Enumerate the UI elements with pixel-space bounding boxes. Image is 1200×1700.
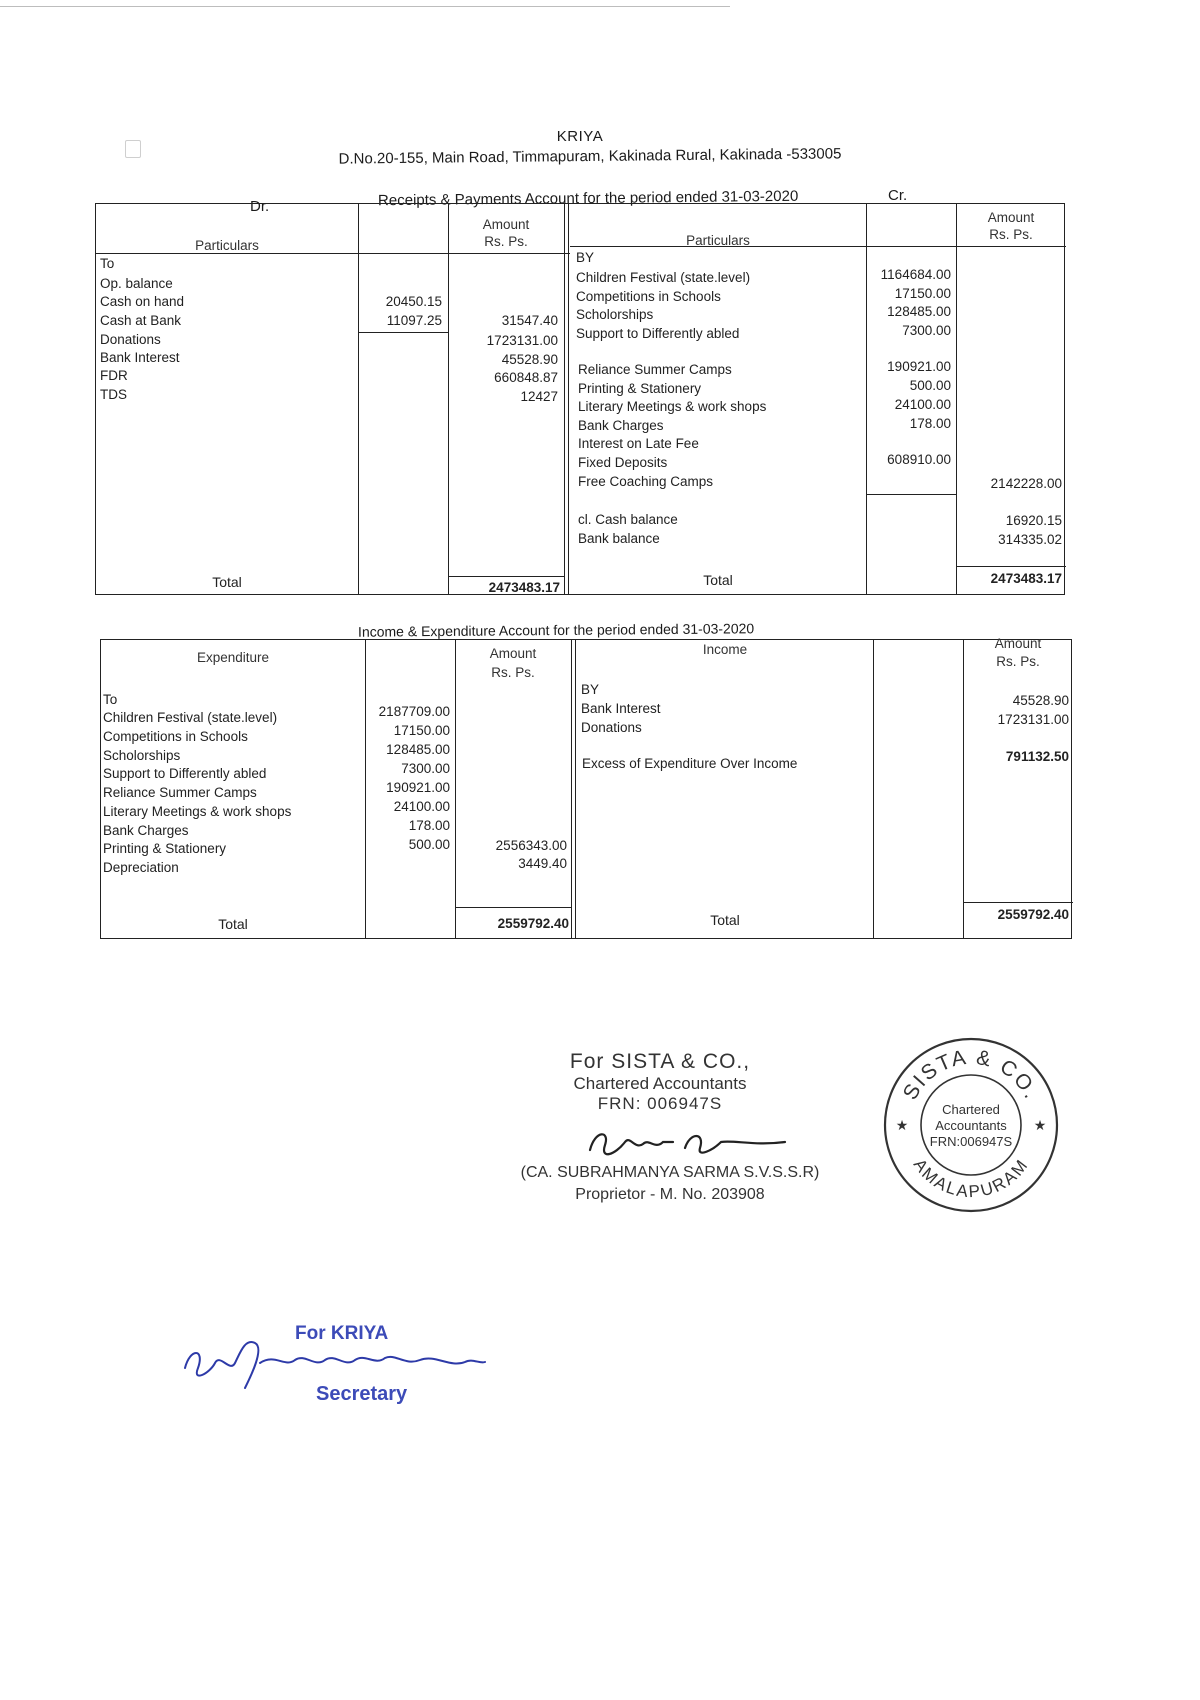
rp-payment-label: Literary Meetings & work shops [578,399,767,414]
rp-opening-total-value: 31547.40 [501,313,558,328]
ie-by-label: BY [581,682,600,697]
ie-col-divider [455,640,456,938]
receipts-payments-title: Receipts & Payments Account for the period ended 31-03-2020 [377,187,799,210]
ie-total-rule-right [963,902,1073,903]
rp-to-label: To [100,256,115,271]
rp-tds-value: 12427 [520,389,558,404]
rp-closing-cash-label: cl. Cash balance [578,512,678,527]
rp-cash-at-bank-value: 11097.25 [386,313,442,328]
ie-expenditure-value: 2187709.00 [378,704,450,719]
ie-rsps-header-right: Rs. Ps. [996,654,1040,669]
seal-line-3: FRN:006947S [929,1134,1013,1149]
auditor-signature [585,1120,795,1170]
ie-expenditure-value: 7300.00 [401,761,450,776]
rp-payment-label: Competitions in Schools [576,289,721,304]
auditor-block [490,1050,830,1114]
rp-closing-cash-value: 16920.15 [1005,513,1062,528]
organization-name: KRIYA [556,128,604,145]
income-expenditure-title: Income & Expenditure Account for the period ended 31-03-2020 [357,620,755,640]
ie-total-value-left: 2559792.40 [497,916,569,931]
ie-expenditure-subtotal: 2556343.00 [495,838,567,853]
rp-bank-balance-value: 314335.02 [998,532,1062,547]
ie-center-double-line [571,640,576,938]
rp-payment-label: Printing & Stationery [578,381,702,396]
ie-expenditure-value: 190921.00 [386,780,450,795]
ie-income-value: 791132.50 [1005,749,1069,764]
auditor-title: Proprietor - M. No. 203908 [575,1186,765,1203]
scan-mark [125,140,141,158]
ie-amount-header-right: Amount [994,636,1042,651]
ie-expenditure-value: 178.00 [408,818,450,833]
auditor-frn: FRN: 006947S [597,1094,723,1113]
rp-donations-label: Donations [100,332,161,347]
rp-amount-header-left: Amount [482,217,530,232]
rp-payment-label: Interest on Late Fee [578,436,699,451]
ie-expenditure-label: Scholorships [103,748,181,763]
auditor-type: Chartered Accountants [573,1074,747,1093]
rp-payment-label: Fixed Deposits [578,455,668,470]
ie-amount-header-left: Amount [489,646,537,661]
secretary-title: Secretary [316,1383,408,1405]
rp-payment-value: 608910.00 [887,452,951,467]
rp-col-divider [358,204,359,594]
rp-rsps-header-left: Rs. Ps. [484,234,528,249]
rp-opening-balance-label: Op. balance [100,276,173,291]
rp-payment-value: 7300.00 [902,323,951,338]
ie-income-label: Bank Interest [581,701,661,716]
rp-total-value-left: 2473483.17 [488,580,560,595]
svg-text:AMALAPURAM [910,1155,1033,1201]
rp-payment-value: 17150.00 [894,286,951,301]
rp-payment-value: 24100.00 [894,397,951,412]
rp-by-label: BY [576,250,595,265]
rp-total-value-right: 2473483.17 [990,571,1062,586]
organization-address: D.No.20-155, Main Road, Timmapuram, Kakinada Rural, Kakinada -533005 [338,145,842,168]
debit-label: Dr. [250,198,270,215]
rp-payment-label: Free Coaching Camps [578,474,714,489]
ie-to-label: To [103,692,118,707]
rp-payment-value: 178.00 [909,416,951,431]
ie-rsps-header-left: Rs. Ps. [491,665,535,680]
seal-line-1: Chartered [942,1102,1000,1117]
rp-fdr-value: 660848.87 [494,370,558,385]
rp-donations-value: 1723131.00 [486,333,558,348]
rp-amount-header-right: Amount [987,210,1035,225]
rp-payment-label: Scholorships [576,307,654,322]
ie-expenditure-label: Support to Differently abled [103,766,267,781]
rp-particulars-header-left: Particulars [195,238,259,253]
rp-bank-balance-label: Bank balance [578,531,660,546]
rp-payments-subtotal-rule [866,494,956,495]
rp-rsps-header-right: Rs. Ps. [989,227,1033,242]
ie-expenditure-label: Reliance Summer Camps [103,785,257,800]
rp-subtotal-rule [358,332,448,333]
ie-expenditure-header: Expenditure [196,650,270,665]
secretary-for-label: For KRIYA [295,1323,389,1344]
rp-payment-value: 190921.00 [887,359,951,374]
ie-income-value: 45528.90 [1012,693,1069,708]
ie-expenditure-value: 128485.00 [386,742,450,757]
rp-cash-at-bank-label: Cash at Bank [100,313,182,328]
ie-col-divider [963,640,964,938]
ie-expenditure-label: Children Festival (state.level) [103,710,278,725]
ie-total-rule-left [455,907,571,908]
rp-particulars-header-right: Particulars [686,233,750,248]
seal-bottom-text: AMALAPURAM [909,1155,1033,1202]
ie-expenditure-label: Literary Meetings & work shops [103,804,292,819]
ie-total-label-right: Total [710,912,740,928]
ie-income-value: 1723131.00 [997,712,1069,727]
rp-tds-label: TDS [100,387,127,402]
income-expenditure-table [100,636,1072,939]
rp-payment-value: 128485.00 [887,304,951,319]
rp-total-rule-left [448,576,564,577]
ie-expenditure-label: Depreciation [103,860,179,875]
rp-payment-label: Children Festival (state.level) [576,270,751,285]
rp-fdr-label: FDR [100,368,128,383]
rp-payment-label: Bank Charges [578,418,664,433]
seal-star-icon: ★ [895,1117,909,1133]
scan-edge-line [0,6,730,7]
receipts-payments-table [95,203,1065,595]
rp-total-label-right: Total [703,572,733,588]
rp-bank-interest-value: 45528.90 [501,352,558,367]
rp-cash-on-hand-label: Cash on hand [100,294,185,309]
rp-bank-interest-label: Bank Interest [100,350,180,365]
ie-expenditure-label: Bank Charges [103,823,189,838]
rp-total-label-left: Total [212,574,242,590]
ie-total-label-left: Total [218,916,248,932]
ie-col-divider [873,640,874,938]
ie-income-label: Excess of Expenditure Over Income [582,756,798,771]
credit-label: Cr. [888,187,908,204]
auditor-seal [880,1034,1062,1216]
auditor-name: (CA. SUBRAHMANYA SARMA S.V.S.S.R) [520,1164,820,1181]
rp-payment-value: 500.00 [909,378,951,393]
rp-payment-label: Support to Differently abled [576,326,740,341]
ie-expenditure-value: 17150.00 [393,723,450,738]
ie-expenditure-label: Competitions in Schools [103,729,248,744]
seal-star-icon: ★ [1033,1117,1047,1133]
rp-center-double-line [564,204,569,594]
rp-payments-subtotal: 2142228.00 [990,476,1062,491]
ie-depreciation-value: 3449.40 [518,856,567,871]
ie-total-value-right: 2559792.40 [997,907,1069,922]
ie-income-header: Income [702,642,748,657]
ie-expenditure-label: Printing & Stationery [103,841,227,856]
rp-header-rule-left [96,253,570,254]
rp-cash-on-hand-value: 20450.15 [385,294,442,309]
rp-payment-value: 1164684.00 [880,267,951,282]
ie-expenditure-value: 24100.00 [393,799,450,814]
seal-line-2: Accountants [935,1118,1007,1133]
seal-top-text: SISTA & CO. [898,1045,1044,1104]
rp-total-rule-right [956,566,1066,567]
auditor-firm: For SISTA & CO., [569,1050,751,1073]
rp-payment-label: Reliance Summer Camps [578,362,732,377]
ie-income-label: Donations [581,720,642,735]
ie-expenditure-value: 500.00 [408,837,450,852]
